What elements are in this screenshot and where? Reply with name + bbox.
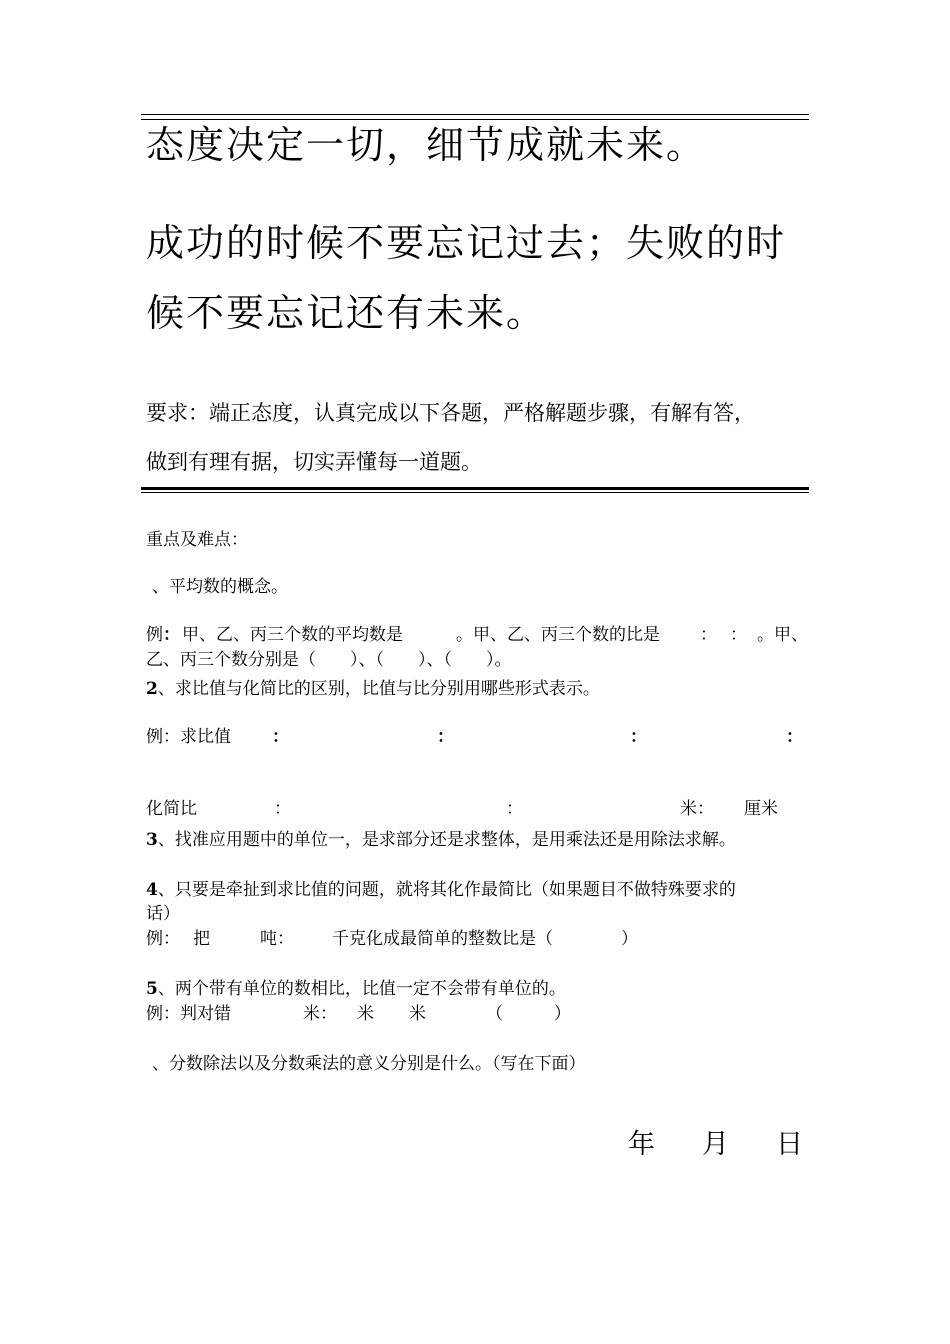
motto-line-2: 成功的时候不要忘记过去；失败的时 — [146, 221, 787, 265]
section-rule-inner — [141, 492, 809, 493]
item-2 — [146, 674, 600, 699]
item-5-number: 5 — [146, 979, 158, 999]
item-1-example-colon-2: ： — [730, 625, 747, 645]
item-5-example-blank: （ ） — [486, 1004, 571, 1024]
item-2-number: 2 — [146, 679, 158, 699]
item-2-simplify-colon-2: ： — [506, 799, 523, 819]
date-year: 年 — [628, 1129, 655, 1160]
item-1-example-text-a: 甲、乙、丙三个数的平均数是 — [182, 625, 403, 645]
item-2-text: 、求比值与化简比的区别，比值与比分别用哪些形式表示。 — [157, 679, 600, 699]
item-1-example-line-2: 乙、丙三个数分别是（ ）、（ ）、（ ）。 — [146, 650, 512, 670]
item-5 — [146, 974, 566, 999]
item-4-example-label: 例： — [146, 929, 180, 949]
item-2-example-colon-4: ： — [786, 727, 803, 747]
item-5-text: 、两个带有单位的数相比，比值一定不会带有单位的。 — [157, 979, 566, 999]
item-1-example-text-b: 。甲、乙、丙三个数的比是 — [456, 625, 660, 645]
motto-line-1: 态度决定一切，细节成就未来。 — [146, 123, 707, 167]
item-1-example-text-d: 。甲、 — [757, 625, 808, 645]
item-2-simplify-label: 化简比 — [146, 799, 197, 819]
item-3-number: 3 — [146, 830, 158, 850]
item-5-example-text-c: 米 — [409, 1004, 426, 1024]
requirement-line-2: 做到有理有据，切实弄懂每一道题。 — [146, 450, 482, 474]
item-4-continued: 话） — [146, 904, 180, 924]
motto-line-3: 候不要忘记还有未来。 — [146, 291, 547, 335]
item-4-example-text-a: 把 — [193, 929, 210, 949]
item-4-example-text-c: 千克化成最简单的整数比是（ ） — [332, 929, 638, 949]
item-1: 、平均数的概念。 — [152, 577, 288, 597]
item-5-example-label: 例：判对错 — [146, 1004, 231, 1024]
example-prefix: 例 — [146, 625, 163, 645]
item-5-example-text-a: 米： — [303, 1004, 337, 1024]
item-2-example-colon-1: ： — [272, 727, 289, 747]
item-2-simplify-unit-1: 米： — [680, 799, 714, 819]
item-3 — [146, 825, 736, 850]
item-2-simplify-colon-1: ： — [274, 799, 291, 819]
item-2-example-colon-3: ： — [630, 727, 647, 747]
item-1-example-colon-1: ： — [700, 625, 717, 645]
item-4-number: 4 — [146, 880, 158, 900]
item-2-example-colon-2: ： — [437, 727, 454, 747]
item-4-text: 、只要是牵扯到求比值的问题，就将其化作最简比（如果题目不做特殊要求的 — [157, 880, 736, 900]
date-month: 月 — [702, 1129, 729, 1160]
item-1-example-line-1 — [146, 620, 180, 645]
key-points-heading: 重点及难点： — [146, 530, 248, 550]
section-rule — [141, 487, 809, 490]
item-2-example-label: 例：求比值 — [146, 727, 231, 747]
item-5-example-text-b: 米 — [357, 1004, 374, 1024]
item-3-text: 、找准应用题中的单位一，是求部分还是求整体，是用乘法还是用除法求解。 — [157, 830, 736, 850]
item-6: 、分数除法以及分数乘法的意义分别是什么。（写在下面） — [152, 1054, 586, 1074]
date-day: 日 — [776, 1129, 803, 1160]
requirement-line-1: 要求：端正态度，认真完成以下各题，严格解题步骤，有解有答， — [146, 401, 755, 425]
item-2-simplify-unit-2: 厘米 — [744, 799, 778, 819]
item-4-example-text-b: 吨： — [260, 929, 294, 949]
example-colon: ： — [163, 625, 180, 645]
item-4 — [146, 875, 736, 900]
